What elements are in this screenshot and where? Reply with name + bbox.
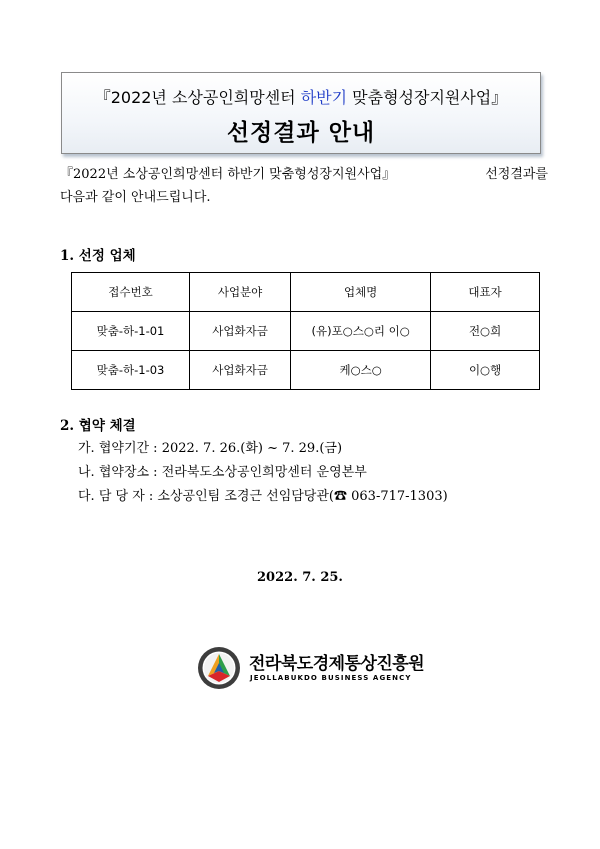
title-highlight: 하반기 — [300, 88, 348, 107]
header-cell: 접수번호 — [72, 273, 190, 312]
table-header-row — [72, 273, 540, 312]
table-cell: 사업화자금 — [190, 351, 291, 390]
selection-table — [71, 272, 540, 390]
page-title: 선정결과 안내 — [226, 120, 376, 146]
table-cell: 전○희 — [431, 312, 540, 351]
intro-line2: 다음과 같이 안내드립니다. — [60, 190, 211, 205]
table-cell: 맞춤-하-1-01 — [72, 312, 190, 351]
agreement-period: 가. 협약기간 : 2022. 7. 26.(화) ~ 7. 29.(금) — [78, 441, 343, 456]
agreement-contact: 다. 담 당 자 : 소상공인팀 조경근 선임담당관(☎ 063-717-1303) — [78, 489, 448, 504]
header-cell: 업체명 — [291, 273, 431, 312]
agency-name: 전라북도경제통상진흥원 — [249, 654, 425, 674]
header-cell: 사업분야 — [190, 273, 291, 312]
intro-line1 — [60, 163, 548, 186]
table-cell: 사업화자금 — [190, 312, 291, 351]
title-box — [61, 72, 541, 154]
section2-heading: 2. 협약 체결 — [60, 418, 136, 434]
section1-heading: 1. 선정 업체 — [60, 248, 136, 264]
intro-line1-right: 선정결과를 — [485, 167, 548, 182]
jbba-emblem-icon — [197, 646, 241, 690]
intro-line1-left: 『2022년 소상공인희망센터 하반기 맞춤형성장지원사업』 — [60, 167, 396, 182]
table-cell: 케○스○ — [291, 351, 431, 390]
table-cell: (유)포○스○리 이○ — [291, 312, 431, 351]
agreement-details — [78, 437, 448, 509]
table-row — [72, 312, 540, 351]
header-cell: 대표자 — [431, 273, 540, 312]
table-cell: 이○행 — [431, 351, 540, 390]
title-prefix: 『2022년 소상공인희망센터 — [94, 88, 301, 107]
agreement-place: 나. 협약장소 : 전라북도소상공인희망센터 운영본부 — [78, 465, 367, 480]
intro-paragraph — [60, 163, 548, 209]
table-cell: 맞춤-하-1-03 — [72, 351, 190, 390]
agency-subtitle: JEOLLABUKDO BUSINESS AGENCY — [250, 674, 412, 682]
title-line1 — [62, 85, 540, 108]
title-suffix: 맞춤형성장지원사업』 — [347, 88, 508, 107]
table-row — [72, 351, 540, 390]
document-date: 2022. 7. 25. — [257, 570, 343, 585]
agency-logo — [197, 646, 425, 694]
